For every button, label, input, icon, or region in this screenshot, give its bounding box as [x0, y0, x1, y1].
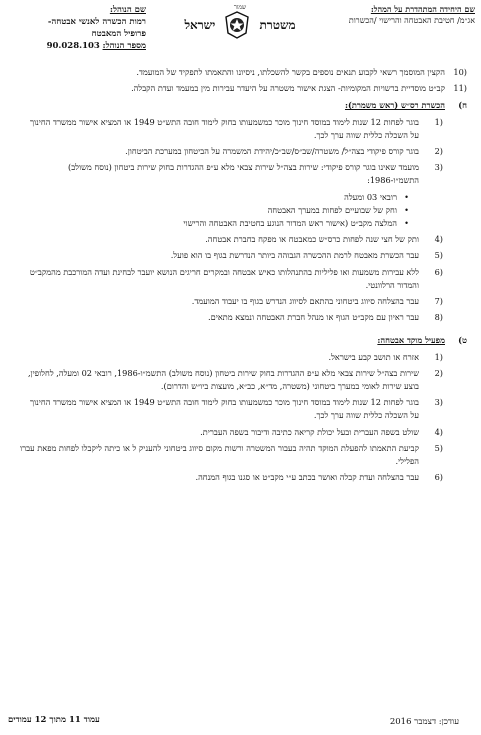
list-item — [20, 426, 467, 439]
page-number: עמוד 11 מתוך 12 עמודים — [8, 715, 100, 725]
procedure-name-1: רמות הכשרה לאנשי אבטחה- — [47, 17, 146, 27]
list-item — [20, 249, 467, 262]
item-number: (1 — [434, 351, 443, 362]
list-item — [20, 116, 467, 142]
item-number: (4 — [434, 234, 443, 245]
item-text: עבר הכשרת מאבטח לרמת ההכשרה הגבוהה ביותר הנדרשת בגוף בו הוא פועל. — [170, 250, 419, 261]
bullet-item: • רובאי 03 ומעלה — [20, 191, 467, 204]
item-number: (6 — [434, 266, 443, 277]
item-text: שירות בצה״ל שירות צבאי מלא ע״פ ההגדרות בחוק שירות ביטחון (נוסח משולב) התשמ״ו-1986, רובאי 02 ומעלה, לחלופין, בוצע שירות לאומי במערך ביטחוני (משטרה, מד״א, כב״א, מועצות ביו״ש והדרום). — [27, 367, 419, 392]
item-number: (5 — [434, 250, 443, 261]
item-text: הקצין המוסמך רשאי לקבוע תנאים נוספים בקשר להשכלתו, ניסיונו והתאמתו לתפקיד של המועמד. — [136, 67, 445, 77]
item-text: עבר בהצלחה סיווג ביטחוני בהתאם לסיווג הנדרש בגוף בו יעבוד המועמד. — [191, 296, 419, 307]
procedure-block — [6, 4, 146, 52]
updated-date: עודכן: דצמבר 2016 — [389, 717, 459, 727]
item-text: ותק של חצי שנה לפחות כרס״ש כמאבטח או מפקח בחברת אבטחה. — [205, 234, 419, 245]
item-number: (7 — [434, 296, 443, 307]
list-item — [20, 351, 467, 364]
item-number: (2 — [434, 146, 443, 157]
item-text: שולט בשפה העברית ובעל יכולת קריאה כתיבה ודיבור בשפה העברית. — [200, 426, 419, 437]
section-heading-t — [20, 334, 467, 347]
classification-mark: שמור — [233, 4, 247, 11]
org-block — [170, 4, 310, 39]
section-heading-h — [20, 99, 467, 112]
section-number: ח) — [458, 100, 467, 111]
item-number: (3 — [434, 162, 443, 173]
unit-sub: אג״מ/ חטיבת האבטחה והרישוי /הכשרות — [348, 16, 475, 25]
item-number: (1 — [434, 116, 443, 127]
bullet-item: • המלצה מקב״ט (אישור ראש המדור הנוגע בחטיבת האבטחה והרישוי — [20, 217, 467, 230]
item-text: עבר בהצלחה ועדת קבלה ואושר בכתב ע״י מקב״ט או סגנו בגוף המנחה. — [195, 472, 419, 483]
procedure-number-row — [6, 40, 146, 52]
item-text: בוגר לפחות 12 שנות לימוד במוסד חינוך מוכר כמשמעותו בחוק לימוד חובה התש״ט 1949 או המציא אישור ממשרד החינוך על השכלה כללית שווה ערך לכך. — [29, 116, 419, 140]
section-title: מפעיל מוקד אבטחה: — [377, 335, 445, 346]
unit-label: שם היחידה המתהדרת על המהל: — [370, 4, 475, 14]
list-item — [20, 145, 467, 158]
item-number: (10 — [453, 67, 467, 77]
bullet-item: • וחק של שבועיים לפחות במערך האבטחה — [20, 204, 467, 217]
item-number: (6 — [434, 472, 443, 483]
list-item — [20, 266, 467, 292]
list-item — [20, 311, 467, 324]
item-text: ללא עבירות משמעות ואו פליליות בהתנהלותו כאיש אבטחה ובמקרים חריגים הנושא יועבר לבחינת ועדה המורכבת מהמקב״ט והמדור הרלוונטי. — [29, 266, 419, 290]
unit-block — [300, 4, 475, 26]
item-number: (8 — [434, 312, 443, 323]
document-body — [20, 66, 467, 487]
list-item — [20, 471, 467, 484]
item-text: עבר ראיון עם מקב״ט הגוף או מנהל חברת האבטחה ונמצא מתאים. — [208, 312, 419, 323]
item-number: (5 — [434, 442, 443, 453]
list-item — [20, 367, 467, 393]
list-item — [20, 442, 467, 468]
item-text: מועמד שאינו בוגר קורס פיקודי: שירות בצה״ל שירות צבאי מלא ע״פ ההגדרות בחוק שירות ביטחון (נוסח משולב) התשמ״ו-1986: — [68, 162, 419, 186]
section-number: ט) — [458, 335, 467, 346]
item-text: אזרח או תושב קבע בישראל. — [328, 351, 419, 362]
procedure-name-label: שם הנוהל: — [109, 5, 146, 15]
item-number: (3 — [434, 397, 443, 408]
item-number: (2 — [434, 367, 443, 378]
list-item — [20, 66, 467, 79]
org-name-right: ישראל — [184, 17, 216, 32]
list-item — [20, 295, 467, 308]
item-text: קב״ט מוסדיית ברשויות המקומיות- הצגת אישור משטרה על היעדר עבירות מין במעמד ועדת הקבלה. — [131, 83, 445, 94]
list-item — [20, 233, 467, 246]
list-item — [20, 82, 467, 95]
item-text: קביעת התאמתו להפעלת המוקד תהיה בעבור המשטרה ורשות מקום סיווג ביטחוני להעניק ל או כיתה ליקבלו לפחות מפאת עברו הפלילי. — [19, 442, 419, 467]
item-text: בוגר קורס פיקודי בצה״ל/ משטרה/שב״ס/שב״כ/יהידת המשמרה על הביטחון במערכת הביטחון. — [125, 146, 419, 157]
item-number: (11 — [453, 83, 467, 94]
item-text: בוגר לפחות 12 שנות לימוד במוסד חינוך מוכר כמשמעותו בחוק לימוד חובה התש״ט 1949 או המציא אישור ממשרד החינוך על השכלה כללית שווה ערך לכך. — [29, 397, 419, 421]
list-item — [20, 396, 467, 422]
section-title: הכשרת רס״ש (ראש משמרת): — [344, 100, 445, 111]
org-name-left: משטרת — [259, 17, 296, 32]
list-item — [20, 161, 467, 187]
procedure-name-2: פרופיל המאבטח — [91, 29, 146, 39]
procedure-number-label: מספר הנוהל: — [102, 41, 146, 51]
police-emblem-icon — [224, 11, 250, 39]
procedure-number: 90.028.103 — [46, 41, 100, 51]
item-number: (4 — [434, 426, 443, 437]
